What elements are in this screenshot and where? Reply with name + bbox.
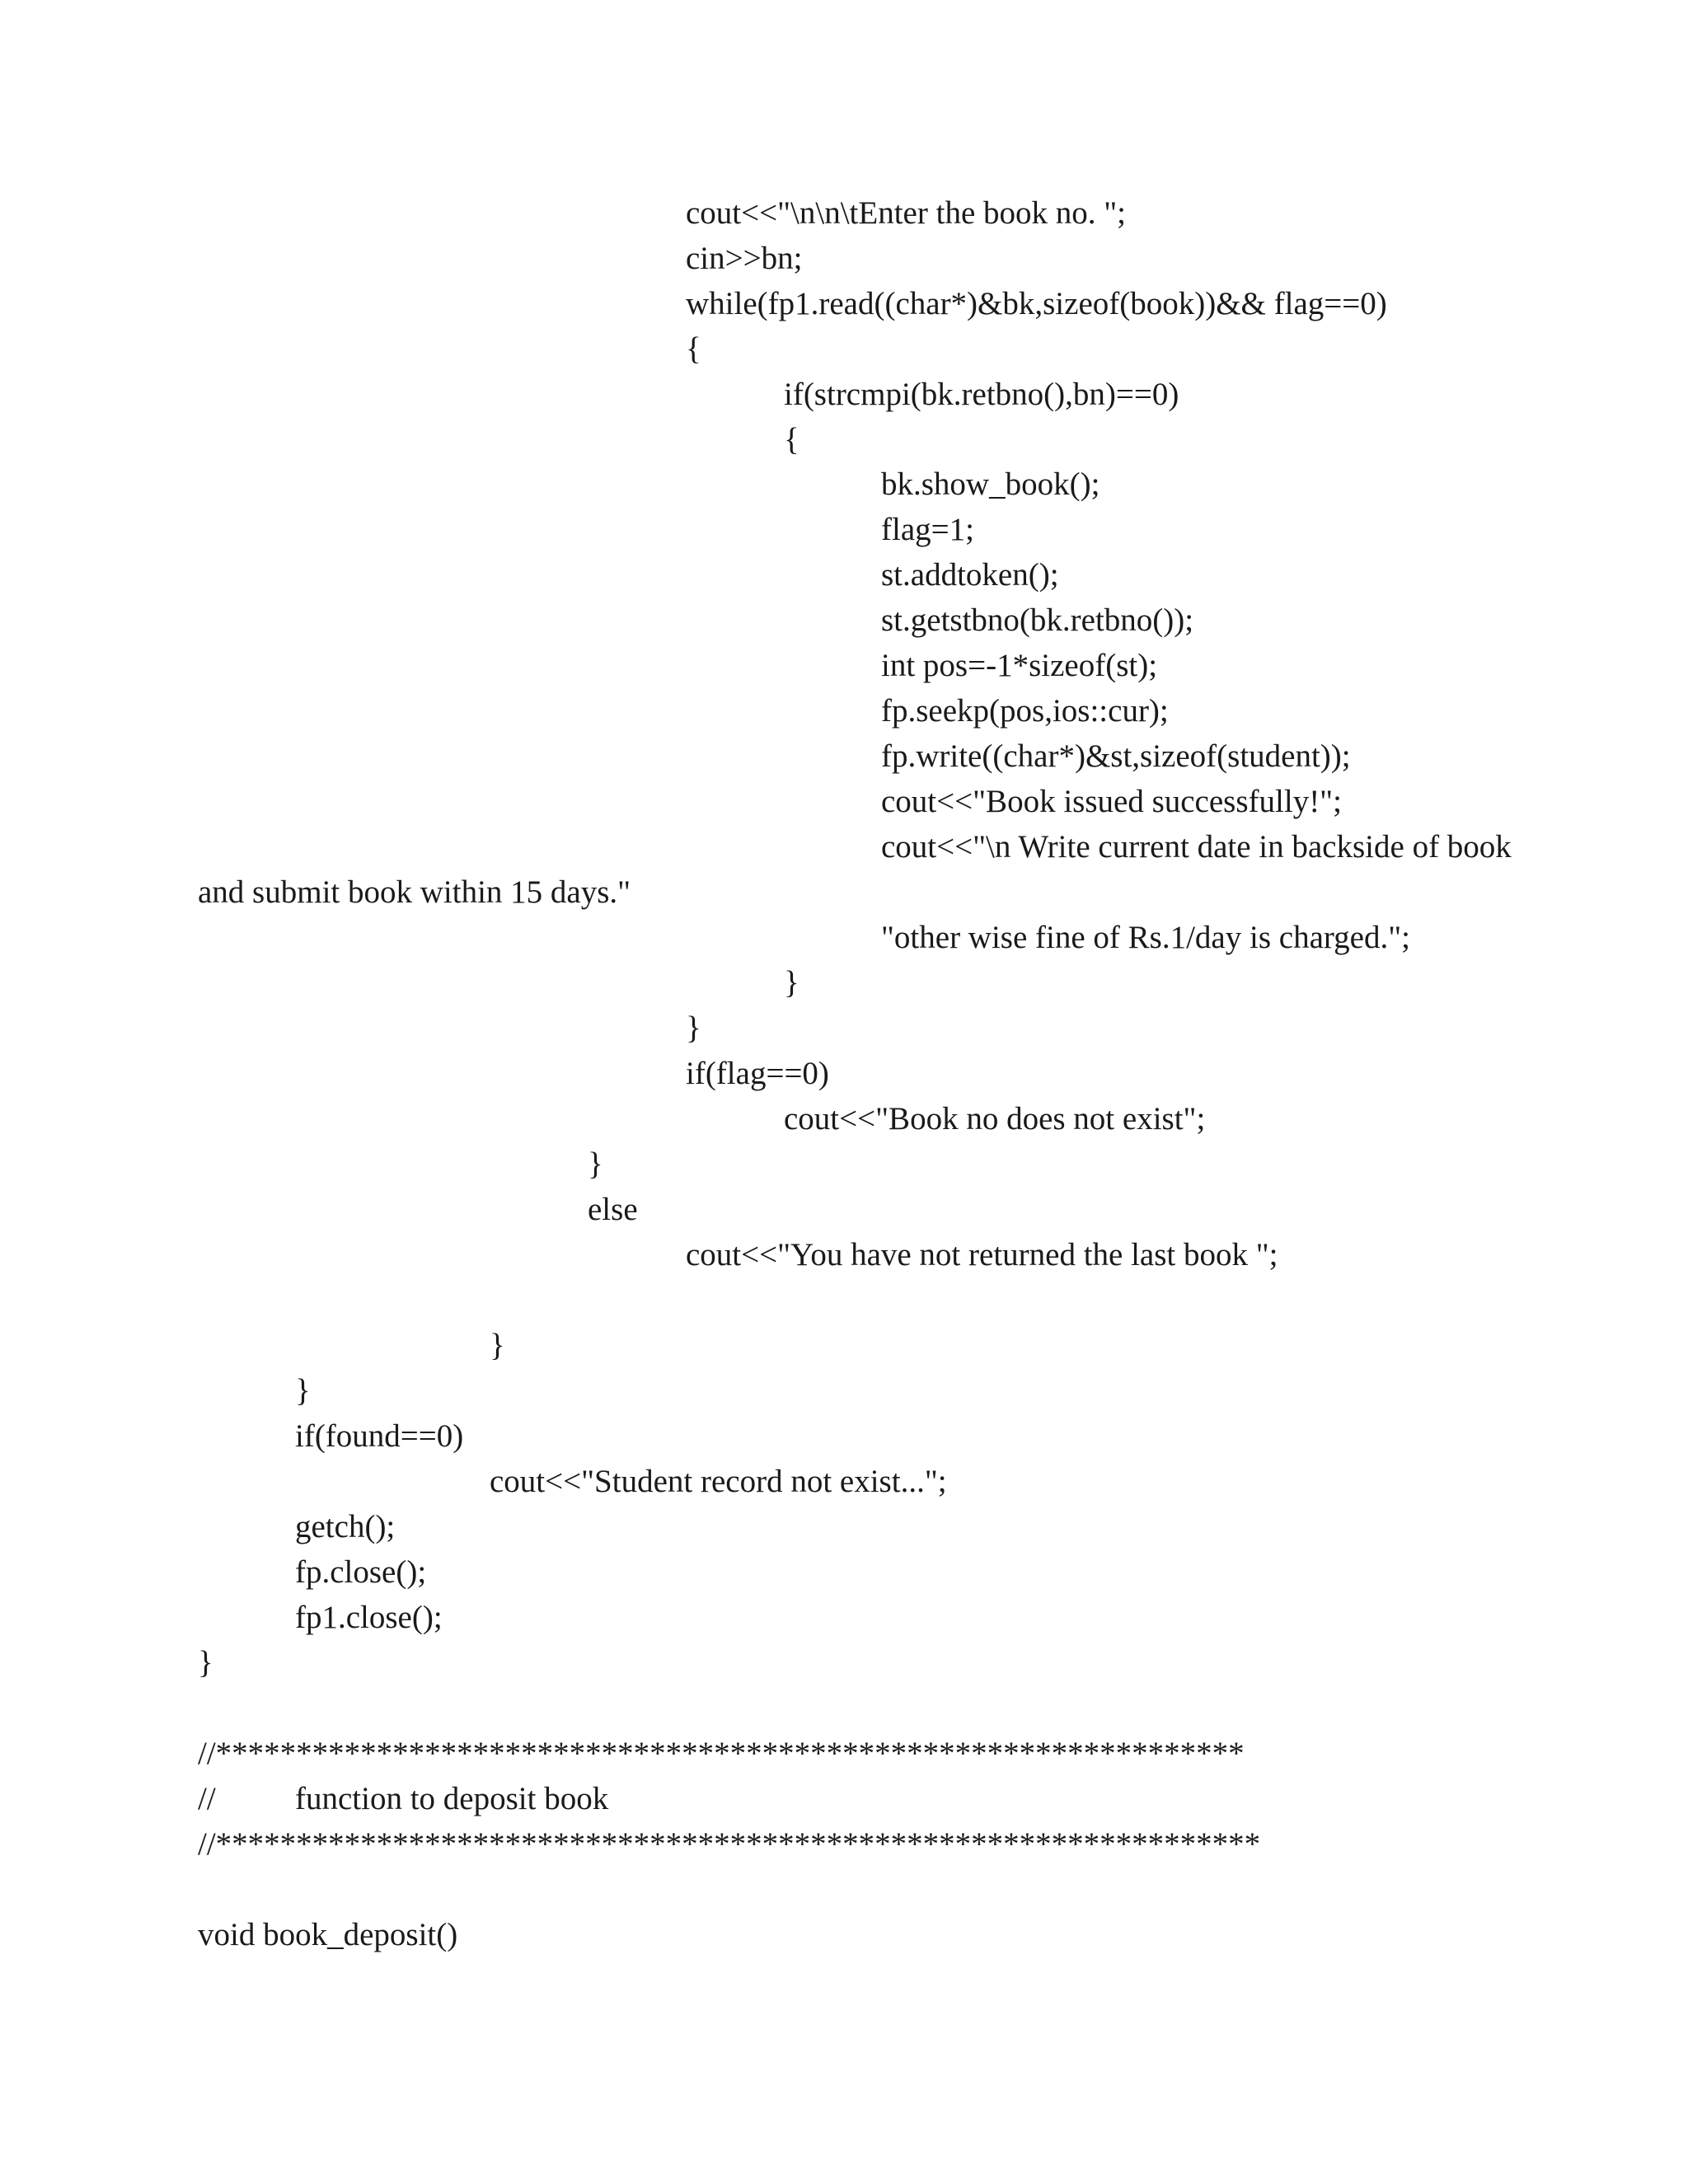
code-line: cout<<"Book no does not exist"; xyxy=(784,1101,1206,1137)
code-line: { xyxy=(784,422,799,457)
code-line: } xyxy=(198,1645,213,1680)
code-line: fp.write((char*)&st,sizeof(student)); xyxy=(881,738,1351,774)
code-line: } xyxy=(588,1146,603,1182)
code-line: cin>>bn; xyxy=(686,241,803,276)
comment-divider: //**************************************************************** xyxy=(198,1736,1245,1771)
code-line: if(strcmpi(bk.retbno(),bn)==0) xyxy=(784,377,1179,412)
code-line: fp1.close(); xyxy=(295,1600,443,1635)
code-line: if(found==0) xyxy=(295,1418,464,1454)
function-signature: void book_deposit() xyxy=(198,1917,458,1952)
code-line: fp.close(); xyxy=(295,1554,427,1590)
code-line: cout<<"Book issued successfully!"; xyxy=(881,784,1342,819)
section-heading: function to deposit book xyxy=(295,1781,609,1816)
code-line: "other wise fine of Rs.1/day is charged."; xyxy=(881,920,1410,955)
code-line: else xyxy=(588,1192,638,1227)
code-line: while(fp1.read((char*)&bk,sizeof(book))&& flag==0) xyxy=(686,286,1387,321)
code-line: fp.seekp(pos,ios::cur); xyxy=(881,693,1169,729)
comment-marker: // xyxy=(198,1781,216,1816)
code-line: } xyxy=(686,1010,701,1046)
code-line: st.addtoken(); xyxy=(881,557,1059,593)
code-line: cout<<"\n Write current date in backside of book xyxy=(881,829,1512,865)
code-line: getch(); xyxy=(295,1509,396,1544)
code-line: } xyxy=(490,1328,505,1363)
code-line: flag=1; xyxy=(881,512,974,547)
comment-divider: //***************************************************************** xyxy=(198,1826,1261,1862)
code-line: st.getstbno(bk.retbno()); xyxy=(881,602,1194,638)
code-line: } xyxy=(784,965,799,1001)
code-line: and submit book within 15 days." xyxy=(198,874,631,910)
code-line: cout<<"Student record not exist..."; xyxy=(490,1464,947,1499)
code-line: cout<<"You have not returned the last book "; xyxy=(686,1237,1278,1272)
code-line: bk.show_book(); xyxy=(881,466,1100,502)
code-line: } xyxy=(295,1373,311,1408)
code-line: cout<<"\n\n\tEnter the book no. "; xyxy=(686,195,1127,231)
code-line: { xyxy=(686,331,701,367)
code-line: if(flag==0) xyxy=(686,1056,829,1091)
code-line: int pos=-1*sizeof(st); xyxy=(881,648,1158,683)
